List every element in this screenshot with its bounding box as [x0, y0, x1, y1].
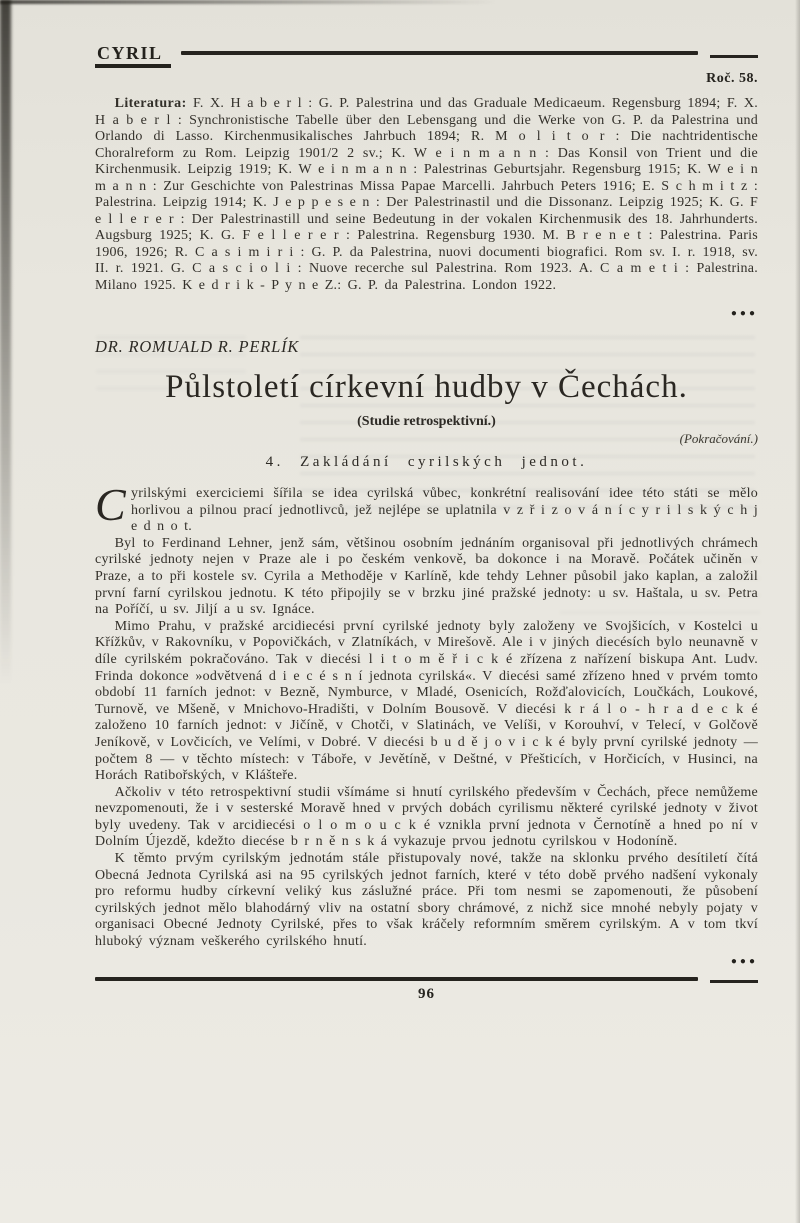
paragraph: Byl to Ferdinand Lehner, jenž sám, většinou osobním jednáním organisoval při jednotlivých chrámech cyrilské jednoty nejen v Praze ale i po českém venkově, ba dokonce i na Moravě. Počátek učiněn v Praze, a to při kostele sv. Cyrila a Methoděje v Karlíně, kde tehdy Lehner působil jako kaplan, a založil první farní cyrilskou jednotu. K této připojily se v brzku jiné pražské jednoty: u sv. Haštala, u sv. Petra na Poříčí, u sv. Jiljí a u sv. Ignáce.	[95, 535, 758, 618]
literatura-text: F. X. H a b e r l : G. P. Palestrina und das Graduale Medicaeum. Regensburg 1894; F. X. H a b e r l : Synchronistische Tabelle über den Lebensgang und die Werke von G. P. da Palestrina und Orlando di Lasso. Kirchenmusikalisches Jahrbuch 1894; R. M o l i t o r : Die nachtridentische Choralreform zu Rom. Leipzig 1901/2 2 sv.; K. W e i n m a n n : Das Konsil von Trient und die Kirchenmusik. Leipzig 1919; K. W e i n m a n n : Palestrinas Geburtsjahr. Regensburg 1915; K. W e i n m a n n : Zur Geschichte von Palestrinas Missa Papae Marcelli. Jahrbuch Peters 1916; E. S c h m i t z : Palestrina. Leipzig 1914; K. J e p p e s e n : Der Palestrinastil und die Dissonanz. Leipzig 1925; K. G. F e l l e r e r : Der Palestrinastill und seine Bedeutung in der vokalen Kirchenmusik des 18. Jahrhunderts. Augsburg 1925; K. G. F e l l e r e r : Palestrina. Regensburg 1930. M. B r e n e t : Palestrina. Paris 1906, 1926; R. C a s i m i r i : G. P. da Palestrina, nuovi documenti biografici. Rom sv. I. r. 1918, sv. II. r. 1921. G. C a s c i o l i : Nuove recerche sul Palestrina. Rom 1923. A. C a m e t i : Palestrina. Milano 1925. K e d r i k - P y n e Z.: G. P. da Palestrina. London 1922.	[95, 96, 758, 293]
paragraph: K těmto prvým cyrilským jednotám stále přistupovaly nové, takže na sklonku prvého desítiletí čítá Obecná Jednota Cyrilská asi na 95 cyrilských jednot farních, které v této době prvého nadšení vykonaly pro reformu hudby církevní veliký kus záslužné práce. Při tom nesmi se zapomenouti, že působení cyrilských jednot mělo blahodárný vliv na ostatní sbory chrámové, z nichž sice mnohé nebyly pojaty v organisaci Obecné Jednoty Cyrilské, přes to však kráčely reformním směrem cyrilským. A v tom tkví hluboký význam veškerého cyrilského hnutí.	[95, 851, 758, 950]
header-rule-end	[710, 55, 758, 58]
footer-rule-end	[710, 980, 758, 983]
section-end-ornament: ●●●	[730, 955, 758, 967]
footer-rule	[95, 977, 698, 981]
page-number: 96	[418, 985, 435, 1002]
page-content	[95, 44, 758, 1003]
literatura-section	[95, 96, 758, 294]
header-rule	[181, 51, 698, 55]
dropcap-letter: C	[95, 479, 126, 530]
footer-rule-row	[95, 977, 758, 983]
article	[95, 337, 758, 951]
page-header	[95, 44, 758, 87]
article-title: Půlstoletí církevní hudby v Čechách.	[165, 369, 688, 405]
journal-title: CYRIL	[95, 44, 171, 68]
volume-label: Roč. 58.	[706, 71, 758, 86]
paragraph-text: yrilskými exerciciemi šířila se idea cyrilská vůbec, konkrétní realisování idee této státi se mělo horlivou a pilnou prací jednotlivců, jež nejlépe se uplatnila v z ř i z o v á n í c y r i l s k ý c h j e d n o t.	[130, 486, 758, 535]
header-rule-row	[95, 44, 758, 68]
literatura-label: Literatura:	[114, 96, 187, 111]
article-subtitle: (Studie retrospektivní.)	[357, 414, 496, 429]
page-footer	[95, 977, 758, 1003]
scan-edge-left	[0, 0, 11, 685]
continuation-note: (Pokračování.)	[679, 431, 758, 446]
chapter-heading: 4. Zakládání cyrilských jednot.	[265, 454, 588, 470]
paragraph	[95, 479, 758, 536]
scan-edge-top	[0, 0, 496, 4]
literatura-paragraph	[95, 96, 758, 294]
scan-edge-right	[795, 0, 800, 1223]
article-body	[95, 479, 758, 951]
paragraph: Ačkoliv v této retrospektivní studii všímáme si hnutí cyrilského především v Čechách, přece nemůžeme nevzpomenouti, že i v sesterské Moravě hned v prvých dobách cyrilismu některé cyrilské jednoty v život byly uvedeny. Tak v arcidiecési o l o m o u c k é vznikla první jednota v Černotíně a hned po ní v Dolním Újezdě, kdežto diecése b r n ě n s k á vykazuje prvou jednotu cyrilskou v Hodoníně.	[95, 784, 758, 850]
author-name: DR. ROMUALD R. PERLÍK	[95, 337, 300, 356]
paragraph: Mimo Prahu, v pražské arcidiecési první cyrilské jednoty byly založeny ve Svojšicích, v Kostelci u Křížkův, v Rakovníku, v Popovičkách, v Zlatníkách, v Mirešově. Ale i v jiných diecésích bylo neunavně v díle cyrilském pokračováno. Tak v diecési l i t o m ě ř i c k é zřízena z nařízení biskupa Ant. Ludv. Frinda dokonce »odvětvená d i e c é s n í jednota cyrilská«. V diecési samé zřízeno hned v prvém tomto období 11 farních jednot: v Bezně, Nymburce, v Mladé, Osenicích, Rožďalovicích, Loučkách, Loukové, Turnově, ve Mšeně, v Mnichovo-Hradišti, v Dolním Bousově. V diecési k r á l o - h r a d e c k é založeno 10 farních jednot: v Jičíně, v Chotči, v Slatinách, ve Velíši, v Korouhví, v Telecí, v Golčově Jeníkově, v Lovčicích, ve Velími, v Dobré. V diecési b u d ě j o v i c k é byly první cyrilské jednoty — počtem 8 — v těchto místech: v Táboře, v Jevětíně, v Deštné, v Přešticích, v Horčicích, v Husinci, na Horách Ratibořských, v Klášteře.	[95, 618, 758, 784]
section-end-ornament: ●●●	[730, 308, 758, 319]
